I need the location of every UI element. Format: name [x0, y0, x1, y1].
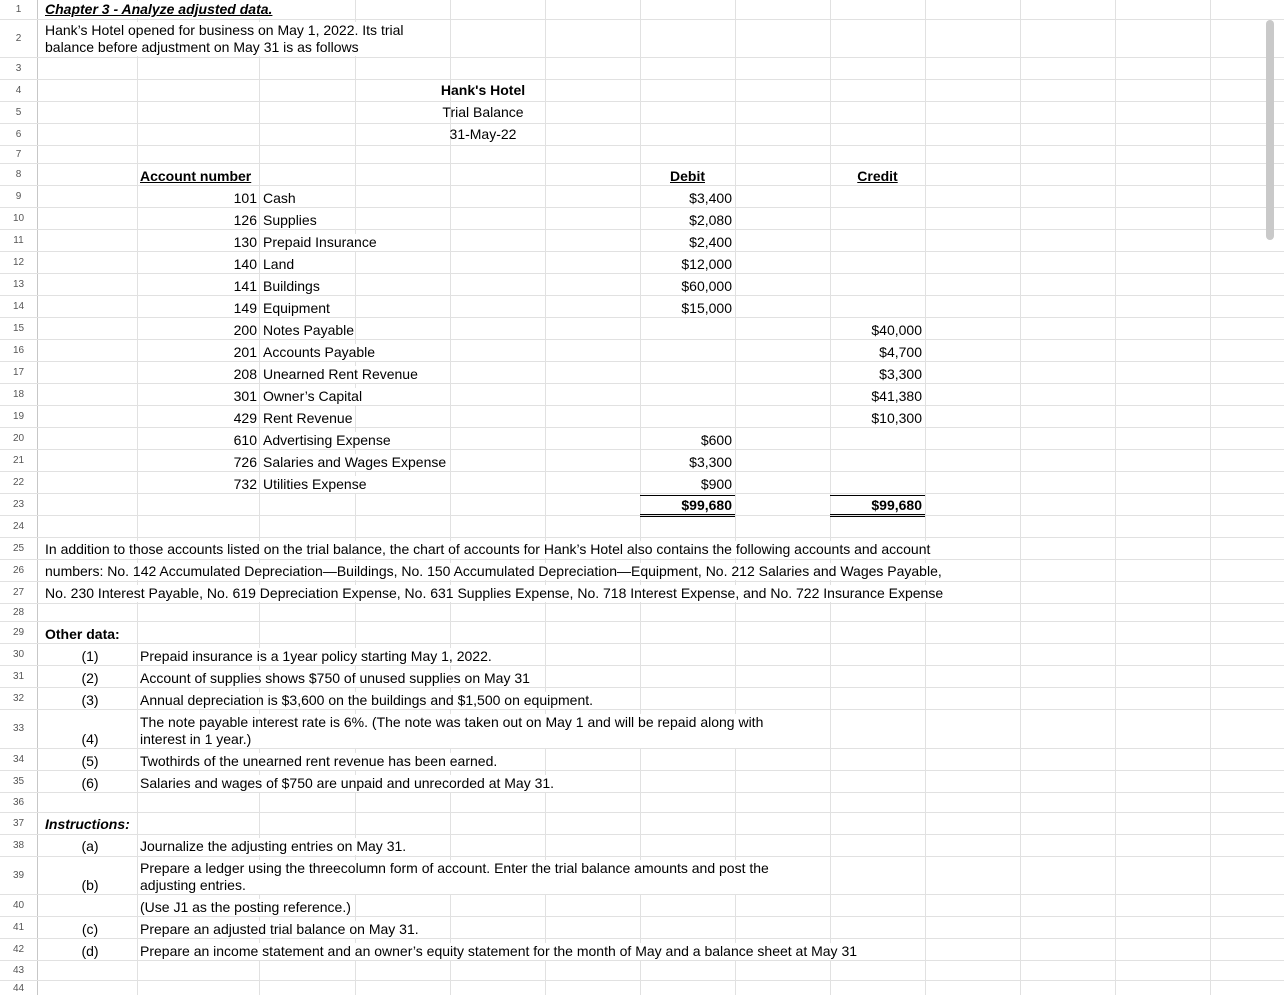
vertical-scrollbar[interactable]: [1266, 20, 1274, 240]
row-number[interactable]: 39: [12, 870, 25, 881]
instruction-item-label[interactable]: (b): [81, 877, 99, 893]
instruction-item-label[interactable]: (c): [81, 921, 99, 937]
report-date[interactable]: 31-May-22: [449, 126, 517, 142]
account-name[interactable]: Accounts Payable: [263, 344, 376, 360]
other-data-item-text[interactable]: Prepaid insurance is a 1year policy starting May 1, 2022.: [140, 648, 492, 664]
debit-amount[interactable]: $12,000: [681, 256, 732, 272]
row-number[interactable]: 4: [15, 85, 22, 96]
debit-amount[interactable]: $60,000: [681, 278, 732, 294]
row-number[interactable]: 14: [12, 301, 25, 312]
row-number[interactable]: 26: [12, 565, 25, 576]
account-name[interactable]: Supplies: [263, 212, 317, 228]
row-number[interactable]: 23: [12, 499, 25, 510]
instruction-item-label[interactable]: (a): [81, 838, 99, 854]
sheet-row: [0, 961, 1284, 981]
chart-of-accounts-text-line-3[interactable]: No. 230 Interest Payable, No. 619 Depreciation Expense, No. 631 Supplies Expense, No. 718 Interest Expense, and No. 722 Insurance Expense: [45, 585, 944, 601]
credit-total-underline-2: [830, 516, 925, 517]
sheet-row: [0, 146, 1284, 164]
account-name[interactable]: Advertising Expense: [263, 432, 391, 448]
chart-of-accounts-text-line-2[interactable]: numbers: No. 142 Accumulated Depreciation—Buildings, No. 150 Accumulated Depreciation—Equipment, No. 212 Salaries and Wages Payable,: [45, 563, 942, 579]
account-number[interactable]: 101: [233, 190, 257, 206]
credit-header[interactable]: Credit: [857, 168, 898, 184]
account-name[interactable]: Prepaid Insurance: [263, 234, 377, 250]
account-number[interactable]: 149: [233, 300, 257, 316]
credit-amount[interactable]: $10,300: [871, 410, 922, 426]
row-number[interactable]: 1: [15, 4, 22, 15]
debit-amount[interactable]: $3,300: [689, 454, 732, 470]
instruction-item-text[interactable]: Journalize the adjusting entries on May 31.: [140, 838, 407, 854]
instruction-item-text[interactable]: Prepare an income statement and an owner’s equity statement for the month of May and a balance sheet at May 31: [140, 943, 858, 959]
account-name[interactable]: Utilities Expense: [263, 476, 367, 492]
debit-header[interactable]: Debit: [670, 168, 705, 184]
row-number[interactable]: 30: [12, 649, 25, 660]
credit-amount[interactable]: $4,700: [879, 344, 922, 360]
other-data-item-label[interactable]: (6): [81, 775, 99, 791]
instruction-item-text[interactable]: Prepare a ledger using the threecolumn form of account. Enter the trial balance amounts and post the adjusting entries.: [140, 860, 790, 894]
row-number[interactable]: 7: [15, 149, 22, 160]
row-number[interactable]: 11: [13, 235, 24, 246]
account-name[interactable]: Buildings: [263, 278, 320, 294]
row-number[interactable]: 12: [12, 257, 25, 268]
row-number[interactable]: 29: [12, 627, 25, 638]
sheet-row: [0, 80, 1284, 102]
row-number[interactable]: 35: [12, 776, 25, 787]
other-data-item-text[interactable]: Salaries and wages of $750 are unpaid and unrecorded at May 31.: [140, 775, 555, 791]
debit-amount[interactable]: $900: [700, 476, 732, 492]
row-number[interactable]: 21: [12, 455, 25, 466]
row-number[interactable]: 6: [15, 129, 22, 140]
account-number[interactable]: 130: [233, 234, 257, 250]
company-name[interactable]: Hank's Hotel: [440, 82, 526, 98]
sheet-row: [0, 604, 1284, 622]
row-number[interactable]: 31: [12, 671, 25, 682]
sheet-row: [0, 813, 1284, 835]
row-number[interactable]: 20: [12, 433, 25, 444]
sheet-row: [0, 516, 1284, 538]
chart-of-accounts-text-line-1[interactable]: In addition to those accounts listed on the trial balance, the chart of accounts for Hank’s Hotel also contains the following accounts and account: [45, 541, 931, 557]
row-number[interactable]: 2: [15, 33, 22, 44]
credit-amount[interactable]: $40,000: [871, 322, 922, 338]
sheet-row: [0, 793, 1284, 813]
row-number[interactable]: 34: [12, 754, 25, 765]
account-number[interactable]: 610: [233, 432, 257, 448]
other-data-item-text[interactable]: Account of supplies shows $750 of unused supplies on May 31: [140, 670, 530, 686]
account-number[interactable]: 141: [233, 278, 257, 294]
row-number[interactable]: 42: [12, 944, 25, 955]
row-number[interactable]: 37: [12, 818, 25, 829]
row-number[interactable]: 9: [15, 191, 22, 202]
intro-text-line-1[interactable]: Hank’s Hotel opened for business on May 1, 2022. Its trial: [45, 22, 404, 38]
row-number[interactable]: 5: [15, 107, 22, 118]
account-number[interactable]: 732: [233, 476, 257, 492]
row-number[interactable]: 36: [12, 797, 25, 808]
row-number[interactable]: 33: [12, 723, 25, 734]
row-number[interactable]: 32: [12, 693, 25, 704]
account-number[interactable]: 208: [233, 366, 257, 382]
credit-amount[interactable]: $41,380: [871, 388, 922, 404]
debit-total-top-border: [640, 495, 735, 496]
account-number[interactable]: 429: [233, 410, 257, 426]
credit-total-top-border: [830, 495, 925, 496]
account-name[interactable]: Owner’s Capital: [263, 388, 363, 404]
account-name[interactable]: Salaries and Wages Expense: [263, 454, 447, 470]
account-number[interactable]: 140: [233, 256, 257, 272]
credit-total-underline-1: [830, 514, 925, 515]
instructions-label[interactable]: Instructions:: [45, 816, 130, 832]
sheet-row: [0, 102, 1284, 124]
row-number[interactable]: 40: [12, 900, 25, 911]
other-data-item-label[interactable]: (4): [81, 731, 99, 747]
row-number[interactable]: 24: [12, 521, 25, 532]
row-number[interactable]: 17: [12, 367, 25, 378]
other-data-label[interactable]: Other data:: [45, 626, 120, 642]
debit-amount[interactable]: $3,400: [689, 190, 732, 206]
chapter-title[interactable]: Chapter 3 - Analyze adjusted data.: [45, 1, 273, 17]
other-data-item-label[interactable]: (1): [81, 648, 99, 664]
account-name[interactable]: Cash: [263, 190, 296, 206]
row-number[interactable]: 43: [12, 965, 25, 976]
instruction-item-text[interactable]: (Use J1 as the posting reference.): [140, 899, 351, 915]
debit-amount[interactable]: $2,400: [689, 234, 732, 250]
debit-amount[interactable]: $15,000: [681, 300, 732, 316]
account-number[interactable]: 201: [233, 344, 257, 360]
account-name[interactable]: Notes Payable: [263, 322, 355, 338]
instruction-item-label[interactable]: (d): [81, 943, 99, 959]
debit-total-underline-2: [640, 516, 735, 517]
debit-total[interactable]: $99,680: [681, 497, 732, 513]
other-data-item-text[interactable]: The note payable interest rate is 6%. (The note was taken out on May 1 and will be repaid along with interest in 1 year.): [140, 714, 805, 748]
account-number[interactable]: 200: [233, 322, 257, 338]
account-name[interactable]: Land: [263, 256, 295, 272]
row-number[interactable]: 15: [12, 323, 25, 334]
row-number[interactable]: 22: [12, 477, 25, 488]
row-number[interactable]: 27: [12, 587, 25, 598]
row-number[interactable]: 28: [12, 607, 25, 618]
account-number-header[interactable]: Account number: [140, 168, 252, 184]
row-number[interactable]: 16: [12, 345, 25, 356]
row-number[interactable]: 10: [12, 213, 25, 224]
credit-total[interactable]: $99,680: [871, 497, 922, 513]
row-number[interactable]: 38: [12, 840, 25, 851]
debit-amount[interactable]: $2,080: [689, 212, 732, 228]
other-data-item-text[interactable]: Annual depreciation is $3,600 on the buildings and $1,500 on equipment.: [140, 692, 594, 708]
report-title[interactable]: Trial Balance: [442, 104, 524, 120]
account-name[interactable]: Equipment: [263, 300, 330, 316]
row-number[interactable]: 3: [15, 63, 22, 74]
sheet-row: [0, 58, 1284, 80]
intro-text-line-2[interactable]: balance before adjustment on May 31 is as follows: [45, 39, 359, 55]
other-data-item-label[interactable]: (2): [81, 670, 99, 686]
other-data-item-label[interactable]: (5): [81, 753, 99, 769]
row-number[interactable]: 44: [12, 983, 25, 994]
account-number[interactable]: 726: [233, 454, 257, 470]
instruction-item-text[interactable]: Prepare an adjusted trial balance on May 31.: [140, 921, 419, 937]
row-number[interactable]: 19: [12, 411, 25, 422]
account-name[interactable]: Rent Revenue: [263, 410, 353, 426]
other-data-item-label[interactable]: (3): [81, 692, 99, 708]
credit-amount[interactable]: $3,300: [879, 366, 922, 382]
account-number[interactable]: 126: [233, 212, 257, 228]
row-number[interactable]: 41: [12, 922, 25, 933]
other-data-item-text[interactable]: Twothirds of the unearned rent revenue has been earned.: [140, 753, 498, 769]
debit-amount[interactable]: $600: [700, 432, 732, 448]
account-number[interactable]: 301: [233, 388, 257, 404]
row-number[interactable]: 8: [15, 169, 22, 180]
row-number[interactable]: 13: [12, 279, 25, 290]
row-number[interactable]: 18: [12, 389, 25, 400]
sheet-row: [0, 981, 1284, 995]
debit-total-underline-1: [640, 514, 735, 515]
account-name[interactable]: Unearned Rent Revenue: [263, 366, 418, 382]
sheet-row: [0, 622, 1284, 644]
sheet-row: [0, 124, 1284, 146]
row-number[interactable]: 25: [12, 543, 25, 554]
